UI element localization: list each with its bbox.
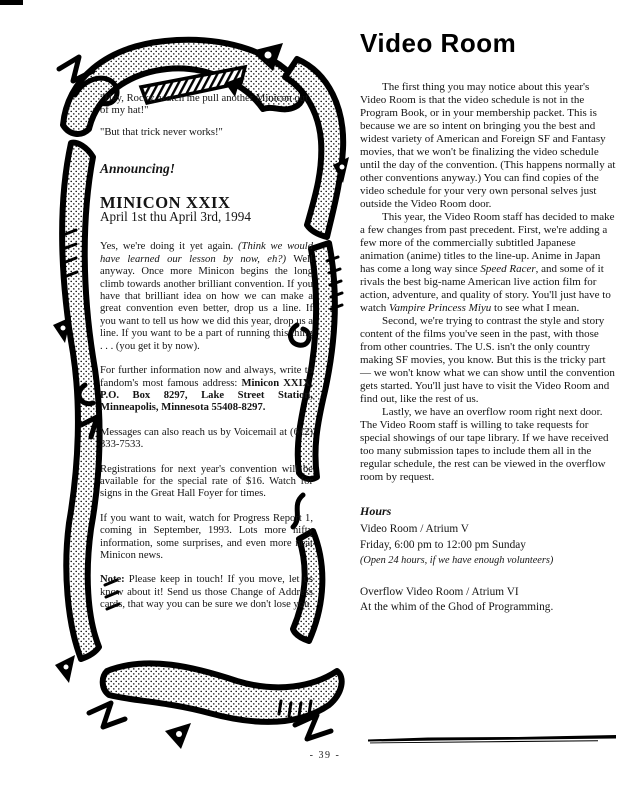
article-body	[360, 81, 616, 484]
paragraph-run: Yes, we're doing it yet again.	[100, 241, 239, 253]
minicon-title: MINICON XXIX	[100, 192, 231, 212]
paragraph-run-bold-address: Minicon XXIX, P.O. Box 8297, Lake Street Station, Minneapolis, Minnesota 55408-8297.	[100, 377, 313, 414]
overflow-room-info	[360, 585, 616, 616]
scan-artifact	[0, 0, 23, 5]
overflow-location: Overflow Video Room / Atrium VI	[360, 585, 519, 598]
film-title-vampire-princess-miyu: Vampire Princess Miyu	[389, 302, 492, 314]
dialogue-quote-2: "But that trick never works!"	[100, 126, 223, 138]
article-paragraph-4: Lastly, we have an overflow room right next door. The Video Room staff is willing to take requests for special showings of our tape library. If we have received too many submission tapes to include them all in the regular schedule, the rest can be viewed in the overflow room by request.	[360, 406, 609, 483]
hours-heading: Hours	[360, 504, 392, 518]
hours-note: (Open 24 hours, if we have enough volunteers)	[360, 555, 554, 566]
minicon-paragraph-note	[100, 574, 313, 611]
paragraph-run: Please keep in touch! If you move, let us know about it! Send us those Change of Address cards, that way you can be sure we don't lose you.	[100, 574, 313, 611]
note-label: Note:	[100, 574, 125, 586]
hours-schedule: Friday, 6:00 pm to 12:00 pm Sunday	[360, 538, 526, 551]
paragraph-run: , and some of it rivals the best big-name American live action film for action, adventure, and quality of story. You'll just have to watch	[360, 263, 611, 314]
film-title-speed-racer: Speed Racer	[480, 263, 536, 275]
minicon-paragraph-1	[100, 241, 313, 353]
minicon-paragraph-2	[100, 365, 313, 415]
paragraph-run: For further information now and always, write to fandom's most famous address:	[100, 365, 313, 389]
minicon-announcement-panel	[100, 93, 313, 624]
minicon-paragraph-5: If you want to wait, watch for Progress Report 1, coming in September, 1993. Lots more nifty information, some surprises, and even more neat Minicon news.	[100, 512, 313, 561]
paragraph-run: to see what I mean.	[491, 302, 580, 314]
minicon-paragraph-4: Registrations for next year's convention will be available for the special rate of $16. Watch for signs in the Great Hall Foyer for times.	[100, 463, 313, 500]
page-number: - 39 -	[309, 750, 341, 761]
paragraph-run-italic: (Think we would have learned our lesson by now, eh?)	[100, 241, 313, 265]
minicon-dates: April 1st thu April 3rd, 1994	[100, 209, 251, 225]
minicon-paragraph-3: Messages can also reach us by Voicemail at (612) 333-7533.	[100, 426, 313, 451]
paragraph-run: This year, the Video Room staff has decided to make a few changes from past precedent. First, we're adding a few more of the commercially subtitled Japanese animation (anime) titles to the line-up. Anime in Japan has come a long way since	[360, 211, 615, 275]
video-room-article	[360, 28, 616, 616]
article-paragraph-3: Second, we're trying to contrast the style and story content of the films you've seen in the past, with those from other countries. The U.S. isn't the only country making SF movies, you know. But this is the tricky part — we won't know what we can show until the convention gets started. You'll just have to visit the Video Room and find out, like the rest of us.	[360, 315, 615, 405]
article-title: Video Room	[360, 28, 517, 58]
article-paragraph-2	[360, 211, 616, 315]
announcing-heading: Announcing!	[100, 161, 176, 177]
paragraph-run: Well anyway. Once more Minicon begins the long climb towards another brilliant convention. If you have that brilliant idea on how we can make a great convention even better, drop us a line. If you want to tell us how we did this year, drop us a line. If you want to be a part of running this thing . . . (you get it by now).	[100, 253, 314, 352]
overflow-schedule: At the whim of the Ghod of Programming.	[360, 601, 554, 613]
hours-location: Video Room / Atrium V	[360, 523, 469, 535]
dialogue-quote-1: "Hey, Rocky, watch me pull another Minicon out of my hat!"	[100, 93, 309, 117]
hours-section	[360, 504, 616, 616]
article-paragraph-1: The first thing you may notice about this year's Video Room is that the video schedule is not in the Program Book, or in your membership packet. This is because we are so intent on bringing you the best and widest variety of American and Foreign SF and Fantasy movies, that we won't be finalizing the video schedule until the day of the convention. (This happens normally at other conventions anyway.) You can find copies of the video schedule for your very own personal selves just outside the Video Room door.	[360, 81, 616, 210]
section-divider-rule	[368, 735, 616, 744]
